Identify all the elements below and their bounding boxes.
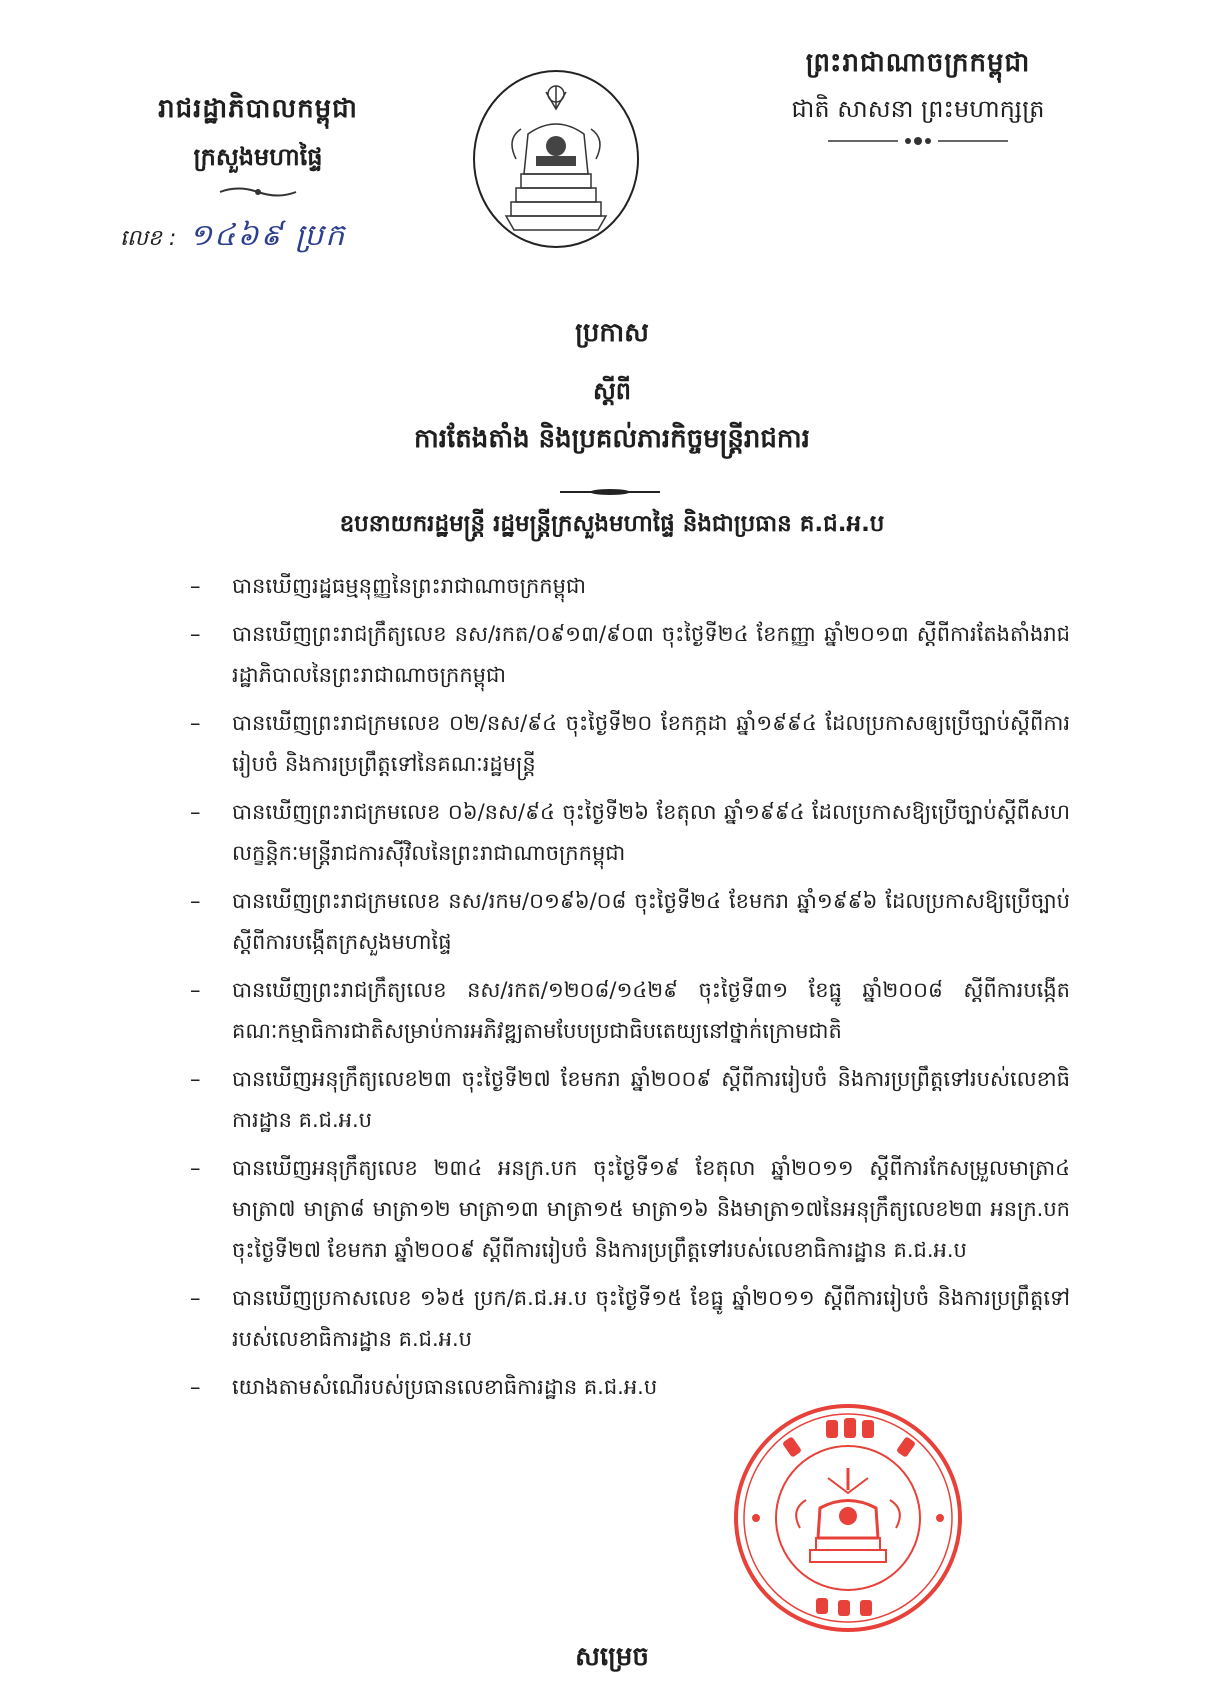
official-seal-stamp bbox=[728, 1398, 968, 1638]
list-item: – បានឃើញព្រះរាជក្រមលេខ ០២/នស/៩៤ ចុះថ្ងៃទី២០ ខែកក្កដា ឆ្នាំ១៩៩៤ ដែលប្រកាសឲ្យប្រើច្បាប់ស្តីពីការរៀបចំ និងការប្រព្រឹត្តទៅនៃគណៈរដ្ឋមន្ត្រី bbox=[190, 711, 1070, 776]
clause-text: បានឃើញប្រកាសលេខ ១៦៥ ប្រក/គ.ជ.អ.ប ចុះថ្ងៃទី១៥ ខែធ្នូ ឆ្នាំ២០១១ ស្តីពីការរៀបចំ និងការប្រព្រឹត្តទៅរបស់លេខាធិការដ្ឋាន គ.ជ.អ.ប bbox=[232, 1286, 1070, 1351]
list-item: – បានឃើញព្រះរាជក្រមលេខ នស/រកម/០១៩៦/០៨ ចុះថ្ងៃទី២៤ ខែមករា ឆ្នាំ១៩៩៦ ដែលប្រកាសឱ្យប្រើច្បាប់ស្តីពីការបង្កើតក្រសួងមហាផ្ទៃ bbox=[190, 889, 1070, 954]
kingdom-name: ព្រះរាជាណាចក្រកម្ពុជា bbox=[805, 48, 1031, 78]
left-header bbox=[108, 92, 408, 204]
reference-label: លេខ : bbox=[120, 226, 177, 251]
clause-text: បានឃើញព្រះរាជក្រឹត្យលេខ នស/រកត/០៩១៣/៩០៣ ចុះថ្ងៃទី២៤ ខែកញ្ញា ឆ្នាំ២០១៣ ស្តីពីការតែងតាំងរាជរដ្ឋាភិបាលនៃព្រះរាជាណាចក្រកម្ពុជា bbox=[232, 622, 1070, 687]
list-item: – បានឃើញរដ្ឋធម្មនុញ្ញនៃព្រះរាជាណាចក្រកម្ពុជា bbox=[190, 574, 586, 598]
government-name: រាជរដ្ឋាភិបាលកម្ពុជា bbox=[158, 94, 358, 124]
royal-emblem-icon bbox=[466, 64, 646, 254]
list-item: – បានឃើញអនុក្រឹត្យលេខ ២៣៤ អនក្រ.បក ចុះថ្ងៃទី១៩ ខែតុលា ឆ្នាំ២០១១ ស្តីពីការកែសម្រួលមាត្រា៤ មាត្រា៧ មាត្រា៨ មាត្រា១២ មាត្រា១៣ មាត្រា១៥ មាត្រា១៦ និងមាត្រា១៧នៃអនុក្រឹត្យលេខ២៣ អនក្រ.បក ចុះថ្ងៃទី២៧ ខែមករា ឆ្នាំ២០០៩ ស្តីពីការរៀបចំ និងការប្រព្រឹត្តទៅរបស់លេខាធិការដ្ឋាន គ.ជ.អ.ប bbox=[190, 1156, 1070, 1262]
clause-text: បានឃើញព្រះរាជក្រមលេខ នស/រកម/០១៩៦/០៨ ចុះថ្ងៃទី២៤ ខែមករា ឆ្នាំ១៩៩៦ ដែលប្រកាសឱ្យប្រើច្បាប់ស្តីពីការបង្កើតក្រសួងមហាផ្ទៃ bbox=[232, 889, 1070, 954]
clause-text: យោងតាមសំណើរបស់ប្រធានលេខាធិការដ្ឋាន គ.ជ.អ.ប bbox=[232, 1375, 658, 1399]
concerning-label: ស្តីពី bbox=[592, 377, 632, 405]
list-item: – បានឃើញអនុក្រឹត្យលេខ២៣ ចុះថ្ងៃទី២៧ ខែមករា ឆ្នាំ២០០៩ ស្តីពីការរៀបចំ និងការប្រព្រឹត្តទៅរបស់លេខាធិការដ្ឋាន គ.ជ.អ.ប bbox=[190, 1067, 1070, 1132]
document-type: ប្រកាស bbox=[575, 318, 649, 348]
title-divider-icon bbox=[560, 482, 660, 501]
clause-text: បានឃើញអនុក្រឹត្យលេខ២៣ ចុះថ្ងៃទី២៧ ខែមករា ឆ្នាំ២០០៩ ស្តីពីការរៀបចំ និងការប្រព្រឹត្តទៅរបស់លេខាធិការដ្ឋាន គ.ជ.អ.ប bbox=[232, 1067, 1070, 1132]
divider-ornament-icon bbox=[758, 133, 1078, 152]
national-motto: ជាតិ សាសនា ព្រះមហាក្សត្រ bbox=[791, 95, 1045, 123]
preamble-clauses bbox=[190, 566, 1070, 1415]
decision-heading: សម្រេច bbox=[575, 1642, 649, 1672]
ornament-icon bbox=[108, 183, 408, 204]
clause-text: បានឃើញព្រះរាជក្រឹត្យលេខ នស/រកត/១២០៨/១៤២៩ ចុះថ្ងៃទី៣១ ខែធ្នូ ឆ្នាំ២០០៨ ស្តីពីការបង្កើតគណៈកម្មាធិការជាតិសម្រាប់ការអភិវឌ្ឍតាមបែបប្រជាធិបតេយ្យនៅថ្នាក់ក្រោមជាតិ bbox=[232, 978, 1070, 1043]
issuer-title: ឧបនាយករដ្ឋមន្ត្រី រដ្ឋមន្ត្រីក្រសួងមហាផ្ទៃ និងជាប្រធាន គ.ជ.អ.ប bbox=[339, 511, 885, 537]
list-item: – យោងតាមសំណើរបស់ប្រធានលេខាធិការដ្ឋាន គ.ជ.អ.ប bbox=[190, 1375, 658, 1399]
clause-text: បានឃើញរដ្ឋធម្មនុញ្ញនៃព្រះរាជាណាចក្រកម្ពុជា bbox=[232, 574, 586, 598]
list-item: – បានឃើញព្រះរាជក្រឹត្យលេខ នស/រកត/០៩១៣/៩០៣ ចុះថ្ងៃទី២៤ ខែកញ្ញា ឆ្នាំ២០១៣ ស្តីពីការតែងតាំងរាជរដ្ឋាភិបាលនៃព្រះរាជាណាចក្រកម្ពុជា bbox=[190, 622, 1070, 687]
document-subject: ការតែងតាំង និងប្រគល់ភារកិច្ចមន្ត្រីរាជការ bbox=[414, 424, 810, 454]
ministry-name: ក្រសួងមហាផ្ទៃ bbox=[193, 143, 323, 171]
list-item: – បានឃើញប្រកាសលេខ ១៦៥ ប្រក/គ.ជ.អ.ប ចុះថ្ងៃទី១៥ ខែធ្នូ ឆ្នាំ២០១១ ស្តីពីការរៀបចំ និងការប្រព្រឹត្តទៅរបស់លេខាធិការដ្ឋាន គ.ជ.អ.ប bbox=[190, 1286, 1070, 1351]
clause-text: បានឃើញព្រះរាជក្រមលេខ ០៦/នស/៩៤ ចុះថ្ងៃទី២៦ ខែតុលា ឆ្នាំ១៩៩៤ ដែលប្រកាសឱ្យប្រើច្បាប់ស្តីពីសហលក្ខន្តិកៈមន្ត្រីរាជការស៊ីវិលនៃព្រះរាជាណាចក្រកម្ពុជា bbox=[232, 800, 1070, 865]
reference-value: ១៤៦៩ ប្រក bbox=[189, 218, 347, 253]
list-item: – បានឃើញព្រះរាជក្រឹត្យលេខ នស/រកត/១២០៨/១៤២៩ ចុះថ្ងៃទី៣១ ខែធ្នូ ឆ្នាំ២០០៨ ស្តីពីការបង្កើតគណៈកម្មាធិការជាតិសម្រាប់ការអភិវឌ្ឍតាមបែបប្រជាធិបតេយ្យនៅថ្នាក់ក្រោមជាតិ bbox=[190, 978, 1070, 1043]
clause-text: បានឃើញអនុក្រឹត្យលេខ ២៣៤ អនក្រ.បក ចុះថ្ងៃទី១៩ ខែតុលា ឆ្នាំ២០១១ ស្តីពីការកែសម្រួលមាត្រា៤ មាត្រា៧ មាត្រា៨ មាត្រា១២ មាត្រា១៣ មាត្រា១៥ មាត្រា១៦ និងមាត្រា១៧នៃអនុក្រឹត្យលេខ២៣ អនក្រ.បក ចុះថ្ងៃទី២៧ ខែមករា ឆ្នាំ២០០៩ ស្តីពីការរៀបចំ និងការប្រព្រឹត្តទៅរបស់លេខាធិការដ្ឋាន គ.ជ.អ.ប bbox=[232, 1156, 1070, 1262]
list-item: – បានឃើញព្រះរាជក្រមលេខ ០៦/នស/៩៤ ចុះថ្ងៃទី២៦ ខែតុលា ឆ្នាំ១៩៩៤ ដែលប្រកាសឱ្យប្រើច្បាប់ស្តីពីសហលក្ខន្តិកៈមន្ត្រីរាជការស៊ីវិលនៃព្រះរាជាណាចក្រកម្ពុជា bbox=[190, 800, 1070, 865]
reference-number bbox=[120, 216, 346, 260]
clause-text: បានឃើញព្រះរាជក្រមលេខ ០២/នស/៩៤ ចុះថ្ងៃទី២០ ខែកក្កដា ឆ្នាំ១៩៩៤ ដែលប្រកាសឲ្យប្រើច្បាប់ស្តីពីការរៀបចំ និងការប្រព្រឹត្តទៅនៃគណៈរដ្ឋមន្ត្រី bbox=[232, 711, 1070, 776]
right-header bbox=[758, 46, 1078, 152]
